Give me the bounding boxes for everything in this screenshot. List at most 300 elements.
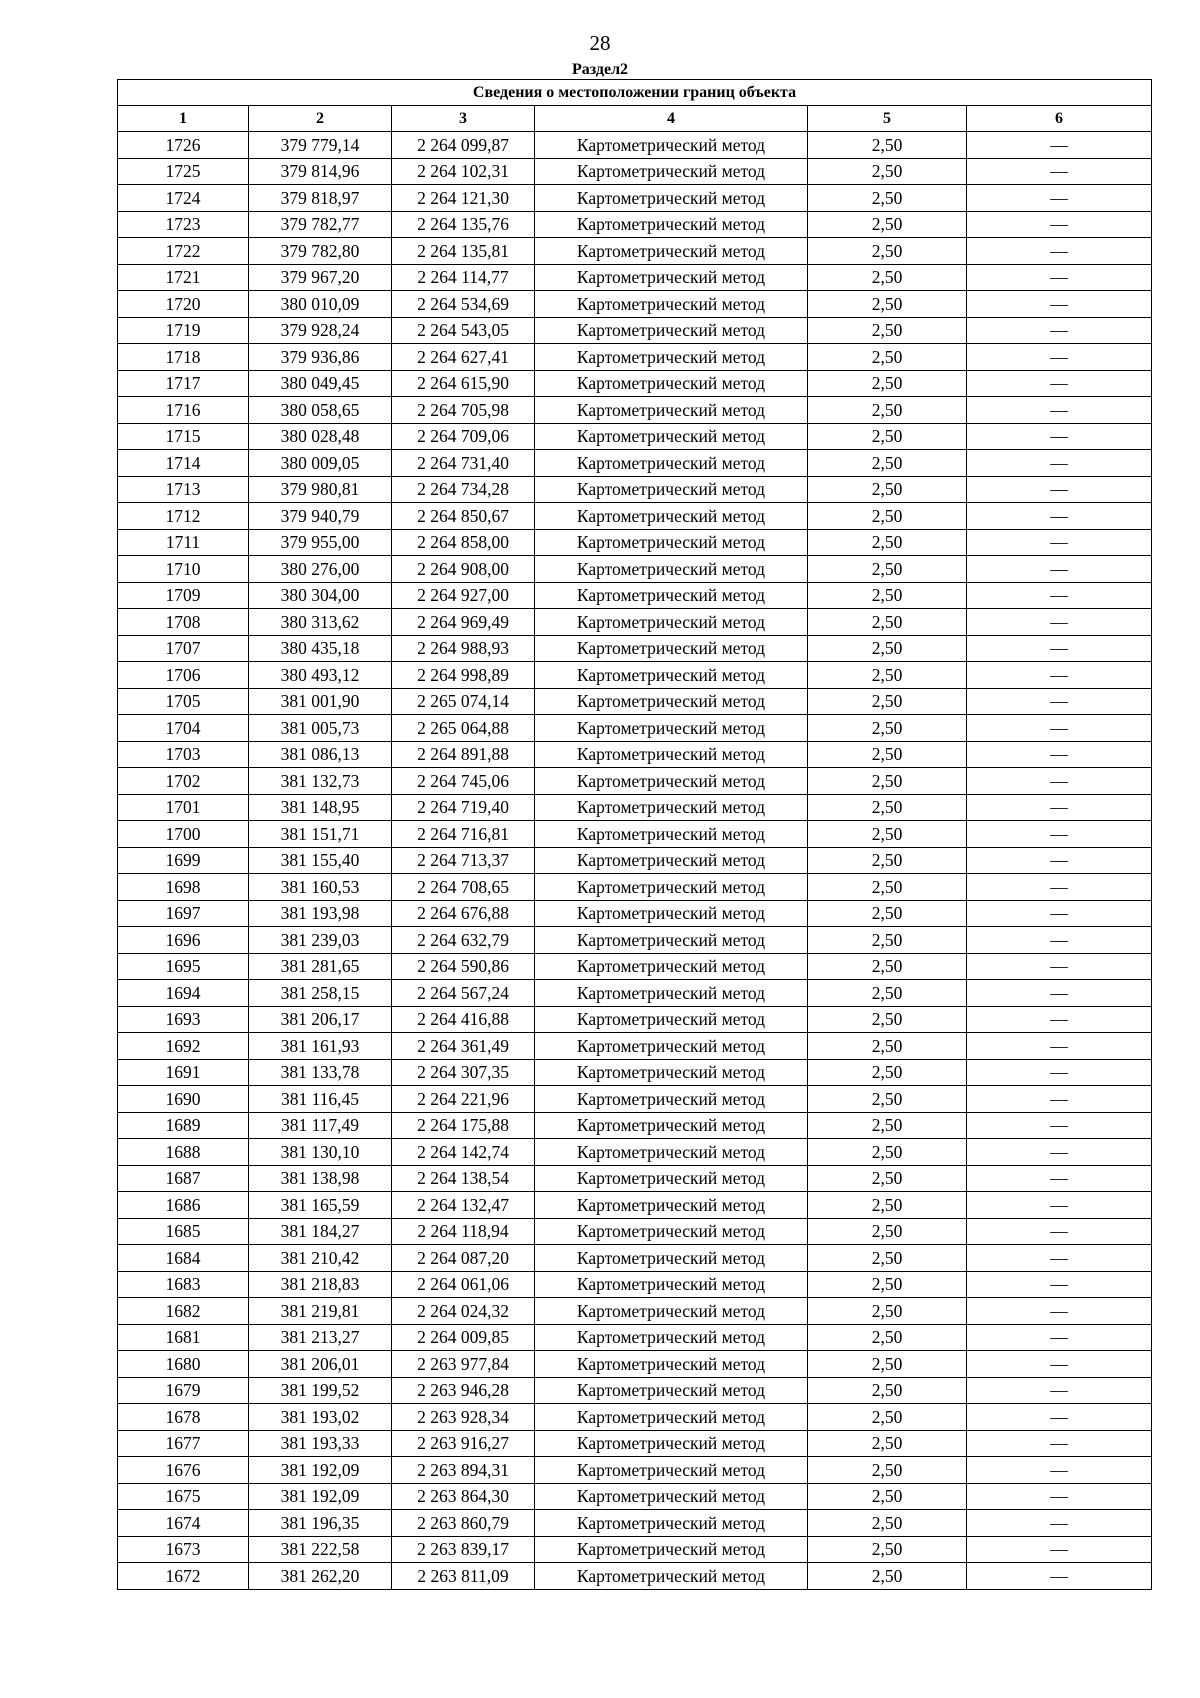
x-coordinate-cell: 381 196,35 (249, 1510, 392, 1537)
x-coordinate-cell: 381 218,83 (249, 1271, 392, 1298)
table-row (118, 874, 1152, 901)
y-coordinate-cell: 2 265 074,14 (392, 688, 535, 715)
point-number-cell: 1681 (118, 1324, 249, 1351)
method-cell: Картометрический метод (535, 291, 808, 318)
table-row (118, 423, 1152, 450)
point-number-cell: 1694 (118, 980, 249, 1007)
point-number-cell: 1690 (118, 1086, 249, 1113)
x-coordinate-cell: 381 151,71 (249, 821, 392, 848)
table-row (118, 1457, 1152, 1484)
method-cell: Картометрический метод (535, 1483, 808, 1510)
x-coordinate-cell: 381 184,27 (249, 1218, 392, 1245)
method-cell: Картометрический метод (535, 1510, 808, 1537)
y-coordinate-cell: 2 264 118,94 (392, 1218, 535, 1245)
table-row (118, 662, 1152, 689)
page-number: 28 (589, 31, 611, 55)
description-cell: — (967, 582, 1152, 609)
accuracy-cell: 2,50 (808, 1165, 967, 1192)
table-row (118, 927, 1152, 954)
accuracy-cell: 2,50 (808, 609, 967, 636)
accuracy-cell: 2,50 (808, 344, 967, 371)
point-number-cell: 1713 (118, 476, 249, 503)
y-coordinate-cell: 2 264 676,88 (392, 900, 535, 927)
accuracy-cell: 2,50 (808, 211, 967, 238)
method-cell: Картометрический метод (535, 185, 808, 212)
y-coordinate-cell: 2 263 946,28 (392, 1377, 535, 1404)
point-number-cell: 1699 (118, 847, 249, 874)
y-coordinate-cell: 2 264 102,31 (392, 158, 535, 185)
table-title: Сведения о местоположении границ объекта (118, 80, 1152, 106)
y-coordinate-cell: 2 263 839,17 (392, 1536, 535, 1563)
table-row (118, 1139, 1152, 1166)
table-row (118, 1245, 1152, 1272)
column-header: 2 (249, 106, 392, 132)
point-number-cell: 1689 (118, 1112, 249, 1139)
x-coordinate-cell: 381 239,03 (249, 927, 392, 954)
point-number-cell: 1712 (118, 503, 249, 530)
y-coordinate-cell: 2 264 416,88 (392, 1006, 535, 1033)
point-number-cell: 1701 (118, 794, 249, 821)
table-header (118, 80, 1152, 132)
table-row (118, 1536, 1152, 1563)
accuracy-cell: 2,50 (808, 1006, 967, 1033)
accuracy-cell: 2,50 (808, 1033, 967, 1060)
table-row (118, 821, 1152, 848)
x-coordinate-cell: 380 009,05 (249, 450, 392, 477)
description-cell: — (967, 768, 1152, 795)
description-cell: — (967, 741, 1152, 768)
table-row (118, 291, 1152, 318)
x-coordinate-cell: 381 192,09 (249, 1457, 392, 1484)
description-cell: — (967, 1324, 1152, 1351)
y-coordinate-cell: 2 264 175,88 (392, 1112, 535, 1139)
point-number-cell: 1673 (118, 1536, 249, 1563)
method-cell: Картометрический метод (535, 238, 808, 265)
y-coordinate-cell: 2 264 087,20 (392, 1245, 535, 1272)
accuracy-cell: 2,50 (808, 1112, 967, 1139)
point-number-cell: 1678 (118, 1404, 249, 1431)
method-cell: Картометрический метод (535, 1404, 808, 1431)
x-coordinate-cell: 380 049,45 (249, 370, 392, 397)
accuracy-cell: 2,50 (808, 1324, 967, 1351)
description-cell: — (967, 1086, 1152, 1113)
x-coordinate-cell: 381 133,78 (249, 1059, 392, 1086)
table-row (118, 158, 1152, 185)
accuracy-cell: 2,50 (808, 635, 967, 662)
x-coordinate-cell: 379 782,80 (249, 238, 392, 265)
table-row (118, 847, 1152, 874)
table-row (118, 1510, 1152, 1537)
accuracy-cell: 2,50 (808, 980, 967, 1007)
accuracy-cell: 2,50 (808, 291, 967, 318)
accuracy-cell: 2,50 (808, 662, 967, 689)
table-row (118, 264, 1152, 291)
accuracy-cell: 2,50 (808, 715, 967, 742)
x-coordinate-cell: 379 814,96 (249, 158, 392, 185)
column-header: 3 (392, 106, 535, 132)
table-row (118, 450, 1152, 477)
accuracy-cell: 2,50 (808, 503, 967, 530)
table-row (118, 1563, 1152, 1590)
table-row (118, 741, 1152, 768)
method-cell: Картометрический метод (535, 423, 808, 450)
description-cell: — (967, 900, 1152, 927)
description-cell: — (967, 1165, 1152, 1192)
method-cell: Картометрический метод (535, 980, 808, 1007)
method-cell: Картометрический метод (535, 503, 808, 530)
method-cell: Картометрический метод (535, 927, 808, 954)
table-row (118, 1033, 1152, 1060)
x-coordinate-cell: 379 936,86 (249, 344, 392, 371)
method-cell: Картометрический метод (535, 1086, 808, 1113)
description-cell: — (967, 927, 1152, 954)
x-coordinate-cell: 380 276,00 (249, 556, 392, 583)
method-cell: Картометрический метод (535, 794, 808, 821)
point-number-cell: 1709 (118, 582, 249, 609)
accuracy-cell: 2,50 (808, 821, 967, 848)
y-coordinate-cell: 2 264 713,37 (392, 847, 535, 874)
description-cell: — (967, 556, 1152, 583)
column-number-row (118, 106, 1152, 132)
y-coordinate-cell: 2 264 891,88 (392, 741, 535, 768)
y-coordinate-cell: 2 263 811,09 (392, 1563, 535, 1590)
table-row (118, 503, 1152, 530)
accuracy-cell: 2,50 (808, 158, 967, 185)
y-coordinate-cell: 2 264 361,49 (392, 1033, 535, 1060)
table-row (118, 980, 1152, 1007)
accuracy-cell: 2,50 (808, 1404, 967, 1431)
description-cell: — (967, 1483, 1152, 1510)
method-cell: Картометрический метод (535, 847, 808, 874)
method-cell: Картометрический метод (535, 344, 808, 371)
x-coordinate-cell: 381 262,20 (249, 1563, 392, 1590)
x-coordinate-cell: 381 192,09 (249, 1483, 392, 1510)
x-coordinate-cell: 381 148,95 (249, 794, 392, 821)
description-cell: — (967, 1112, 1152, 1139)
x-coordinate-cell: 381 132,73 (249, 768, 392, 795)
description-cell: — (967, 450, 1152, 477)
table-row (118, 900, 1152, 927)
y-coordinate-cell: 2 264 615,90 (392, 370, 535, 397)
point-number-cell: 1675 (118, 1483, 249, 1510)
description-cell: — (967, 1298, 1152, 1325)
table-row (118, 768, 1152, 795)
description-cell: — (967, 715, 1152, 742)
point-number-cell: 1672 (118, 1563, 249, 1590)
x-coordinate-cell: 381 206,17 (249, 1006, 392, 1033)
x-coordinate-cell: 380 493,12 (249, 662, 392, 689)
description-cell: — (967, 980, 1152, 1007)
accuracy-cell: 2,50 (808, 1298, 967, 1325)
description-cell: — (967, 1192, 1152, 1219)
accuracy-cell: 2,50 (808, 1457, 967, 1484)
method-cell: Картометрический метод (535, 1112, 808, 1139)
description-cell: — (967, 1563, 1152, 1590)
table-row (118, 556, 1152, 583)
x-coordinate-cell: 381 199,52 (249, 1377, 392, 1404)
table-row (118, 1324, 1152, 1351)
description-cell: — (967, 1430, 1152, 1457)
accuracy-cell: 2,50 (808, 1192, 967, 1219)
x-coordinate-cell: 379 818,97 (249, 185, 392, 212)
x-coordinate-cell: 381 222,58 (249, 1536, 392, 1563)
table-row (118, 370, 1152, 397)
column-header: 4 (535, 106, 808, 132)
accuracy-cell: 2,50 (808, 317, 967, 344)
point-number-cell: 1714 (118, 450, 249, 477)
point-number-cell: 1702 (118, 768, 249, 795)
x-coordinate-cell: 380 058,65 (249, 397, 392, 424)
description-cell: — (967, 1536, 1152, 1563)
table-row (118, 1112, 1152, 1139)
y-coordinate-cell: 2 264 858,00 (392, 529, 535, 556)
point-number-cell: 1692 (118, 1033, 249, 1060)
method-cell: Картометрический метод (535, 132, 808, 159)
method-cell: Картометрический метод (535, 556, 808, 583)
description-cell: — (967, 1377, 1152, 1404)
y-coordinate-cell: 2 264 709,06 (392, 423, 535, 450)
accuracy-cell: 2,50 (808, 1059, 967, 1086)
point-number-cell: 1726 (118, 132, 249, 159)
point-number-cell: 1705 (118, 688, 249, 715)
table-row (118, 132, 1152, 159)
point-number-cell: 1698 (118, 874, 249, 901)
method-cell: Картометрический метод (535, 1192, 808, 1219)
method-cell: Картометрический метод (535, 1377, 808, 1404)
description-cell: — (967, 1404, 1152, 1431)
description-cell: — (967, 529, 1152, 556)
method-cell: Картометрический метод (535, 1536, 808, 1563)
y-coordinate-cell: 2 264 138,54 (392, 1165, 535, 1192)
method-cell: Картометрический метод (535, 953, 808, 980)
description-cell: — (967, 821, 1152, 848)
point-number-cell: 1706 (118, 662, 249, 689)
x-coordinate-cell: 381 213,27 (249, 1324, 392, 1351)
table-row (118, 238, 1152, 265)
accuracy-cell: 2,50 (808, 556, 967, 583)
point-number-cell: 1710 (118, 556, 249, 583)
method-cell: Картометрический метод (535, 1430, 808, 1457)
description-cell: — (967, 238, 1152, 265)
x-coordinate-cell: 380 028,48 (249, 423, 392, 450)
x-coordinate-cell: 379 928,24 (249, 317, 392, 344)
accuracy-cell: 2,50 (808, 874, 967, 901)
description-cell: — (967, 158, 1152, 185)
accuracy-cell: 2,50 (808, 847, 967, 874)
x-coordinate-cell: 380 304,00 (249, 582, 392, 609)
method-cell: Картометрический метод (535, 1271, 808, 1298)
description-cell: — (967, 503, 1152, 530)
y-coordinate-cell: 2 265 064,88 (392, 715, 535, 742)
method-cell: Картометрический метод (535, 397, 808, 424)
y-coordinate-cell: 2 264 731,40 (392, 450, 535, 477)
y-coordinate-cell: 2 263 864,30 (392, 1483, 535, 1510)
x-coordinate-cell: 379 779,14 (249, 132, 392, 159)
description-cell: — (967, 635, 1152, 662)
point-number-cell: 1708 (118, 609, 249, 636)
description-cell: — (967, 1033, 1152, 1060)
y-coordinate-cell: 2 263 894,31 (392, 1457, 535, 1484)
description-cell: — (967, 1139, 1152, 1166)
point-number-cell: 1696 (118, 927, 249, 954)
accuracy-cell: 2,50 (808, 1218, 967, 1245)
x-coordinate-cell: 381 219,81 (249, 1298, 392, 1325)
accuracy-cell: 2,50 (808, 1430, 967, 1457)
method-cell: Картометрический метод (535, 768, 808, 795)
point-number-cell: 1722 (118, 238, 249, 265)
y-coordinate-cell: 2 264 114,77 (392, 264, 535, 291)
x-coordinate-cell: 381 161,93 (249, 1033, 392, 1060)
accuracy-cell: 2,50 (808, 1536, 967, 1563)
y-coordinate-cell: 2 264 567,24 (392, 980, 535, 1007)
y-coordinate-cell: 2 264 850,67 (392, 503, 535, 530)
method-cell: Картометрический метод (535, 1006, 808, 1033)
accuracy-cell: 2,50 (808, 1563, 967, 1590)
accuracy-cell: 2,50 (808, 423, 967, 450)
x-coordinate-cell: 381 193,98 (249, 900, 392, 927)
method-cell: Картометрический метод (535, 211, 808, 238)
point-number-cell: 1697 (118, 900, 249, 927)
accuracy-cell: 2,50 (808, 185, 967, 212)
x-coordinate-cell: 381 193,02 (249, 1404, 392, 1431)
accuracy-cell: 2,50 (808, 238, 967, 265)
point-number-cell: 1674 (118, 1510, 249, 1537)
point-number-cell: 1720 (118, 291, 249, 318)
method-cell: Картометрический метод (535, 1563, 808, 1590)
y-coordinate-cell: 2 263 916,27 (392, 1430, 535, 1457)
accuracy-cell: 2,50 (808, 1271, 967, 1298)
table-row (118, 397, 1152, 424)
description-cell: — (967, 953, 1152, 980)
accuracy-cell: 2,50 (808, 688, 967, 715)
method-cell: Картометрический метод (535, 1457, 808, 1484)
table-row (118, 794, 1152, 821)
y-coordinate-cell: 2 264 734,28 (392, 476, 535, 503)
point-number-cell: 1718 (118, 344, 249, 371)
description-cell: — (967, 317, 1152, 344)
description-cell: — (967, 1271, 1152, 1298)
point-number-cell: 1695 (118, 953, 249, 980)
point-number-cell: 1684 (118, 1245, 249, 1272)
table-row (118, 185, 1152, 212)
accuracy-cell: 2,50 (808, 900, 967, 927)
y-coordinate-cell: 2 263 860,79 (392, 1510, 535, 1537)
accuracy-cell: 2,50 (808, 953, 967, 980)
x-coordinate-cell: 381 165,59 (249, 1192, 392, 1219)
x-coordinate-cell: 381 086,13 (249, 741, 392, 768)
x-coordinate-cell: 379 980,81 (249, 476, 392, 503)
description-cell: — (967, 1457, 1152, 1484)
table-caption-row (118, 80, 1152, 106)
table-row (118, 1430, 1152, 1457)
x-coordinate-cell: 380 435,18 (249, 635, 392, 662)
method-cell: Картометрический метод (535, 529, 808, 556)
method-cell: Картометрический метод (535, 1245, 808, 1272)
y-coordinate-cell: 2 264 998,89 (392, 662, 535, 689)
table-row (118, 1218, 1152, 1245)
method-cell: Картометрический метод (535, 1059, 808, 1086)
y-coordinate-cell: 2 264 121,30 (392, 185, 535, 212)
section-title: Раздел2 (571, 61, 629, 78)
point-number-cell: 1703 (118, 741, 249, 768)
description-cell: — (967, 847, 1152, 874)
column-header: 1 (118, 106, 249, 132)
method-cell: Картометрический метод (535, 1218, 808, 1245)
description-cell: — (967, 476, 1152, 503)
x-coordinate-cell: 379 967,20 (249, 264, 392, 291)
point-number-cell: 1683 (118, 1271, 249, 1298)
point-number-cell: 1687 (118, 1165, 249, 1192)
point-number-cell: 1688 (118, 1139, 249, 1166)
table-row (118, 1086, 1152, 1113)
y-coordinate-cell: 2 264 719,40 (392, 794, 535, 821)
y-coordinate-cell: 2 264 908,00 (392, 556, 535, 583)
method-cell: Картометрический метод (535, 1324, 808, 1351)
x-coordinate-cell: 379 940,79 (249, 503, 392, 530)
x-coordinate-cell: 381 155,40 (249, 847, 392, 874)
x-coordinate-cell: 380 010,09 (249, 291, 392, 318)
accuracy-cell: 2,50 (808, 529, 967, 556)
x-coordinate-cell: 381 281,65 (249, 953, 392, 980)
y-coordinate-cell: 2 264 627,41 (392, 344, 535, 371)
accuracy-cell: 2,50 (808, 476, 967, 503)
y-coordinate-cell: 2 264 061,06 (392, 1271, 535, 1298)
point-number-cell: 1715 (118, 423, 249, 450)
x-coordinate-cell: 379 782,77 (249, 211, 392, 238)
method-cell: Картометрический метод (535, 900, 808, 927)
x-coordinate-cell: 381 001,90 (249, 688, 392, 715)
description-cell: — (967, 344, 1152, 371)
table-row (118, 317, 1152, 344)
accuracy-cell: 2,50 (808, 1483, 967, 1510)
y-coordinate-cell: 2 264 135,76 (392, 211, 535, 238)
column-header: 6 (967, 106, 1152, 132)
method-cell: Картометрический метод (535, 1298, 808, 1325)
description-cell: — (967, 794, 1152, 821)
table-row (118, 211, 1152, 238)
accuracy-cell: 2,50 (808, 741, 967, 768)
table-row (118, 582, 1152, 609)
x-coordinate-cell: 379 955,00 (249, 529, 392, 556)
table-row (118, 1192, 1152, 1219)
point-number-cell: 1723 (118, 211, 249, 238)
description-cell: — (967, 211, 1152, 238)
method-cell: Картометрический метод (535, 1033, 808, 1060)
y-coordinate-cell: 2 264 927,00 (392, 582, 535, 609)
method-cell: Картометрический метод (535, 1351, 808, 1378)
table-row (118, 635, 1152, 662)
method-cell: Картометрический метод (535, 158, 808, 185)
y-coordinate-cell: 2 264 969,49 (392, 609, 535, 636)
table-row (118, 1377, 1152, 1404)
description-cell: — (967, 370, 1152, 397)
method-cell: Картометрический метод (535, 370, 808, 397)
point-number-cell: 1704 (118, 715, 249, 742)
accuracy-cell: 2,50 (808, 1351, 967, 1378)
point-number-cell: 1679 (118, 1377, 249, 1404)
point-number-cell: 1725 (118, 158, 249, 185)
table-row (118, 1059, 1152, 1086)
table-row (118, 609, 1152, 636)
point-number-cell: 1691 (118, 1059, 249, 1086)
description-cell: — (967, 662, 1152, 689)
description-cell: — (967, 688, 1152, 715)
table-row (118, 1165, 1152, 1192)
accuracy-cell: 2,50 (808, 1139, 967, 1166)
point-number-cell: 1682 (118, 1298, 249, 1325)
column-header: 5 (808, 106, 967, 132)
point-number-cell: 1719 (118, 317, 249, 344)
